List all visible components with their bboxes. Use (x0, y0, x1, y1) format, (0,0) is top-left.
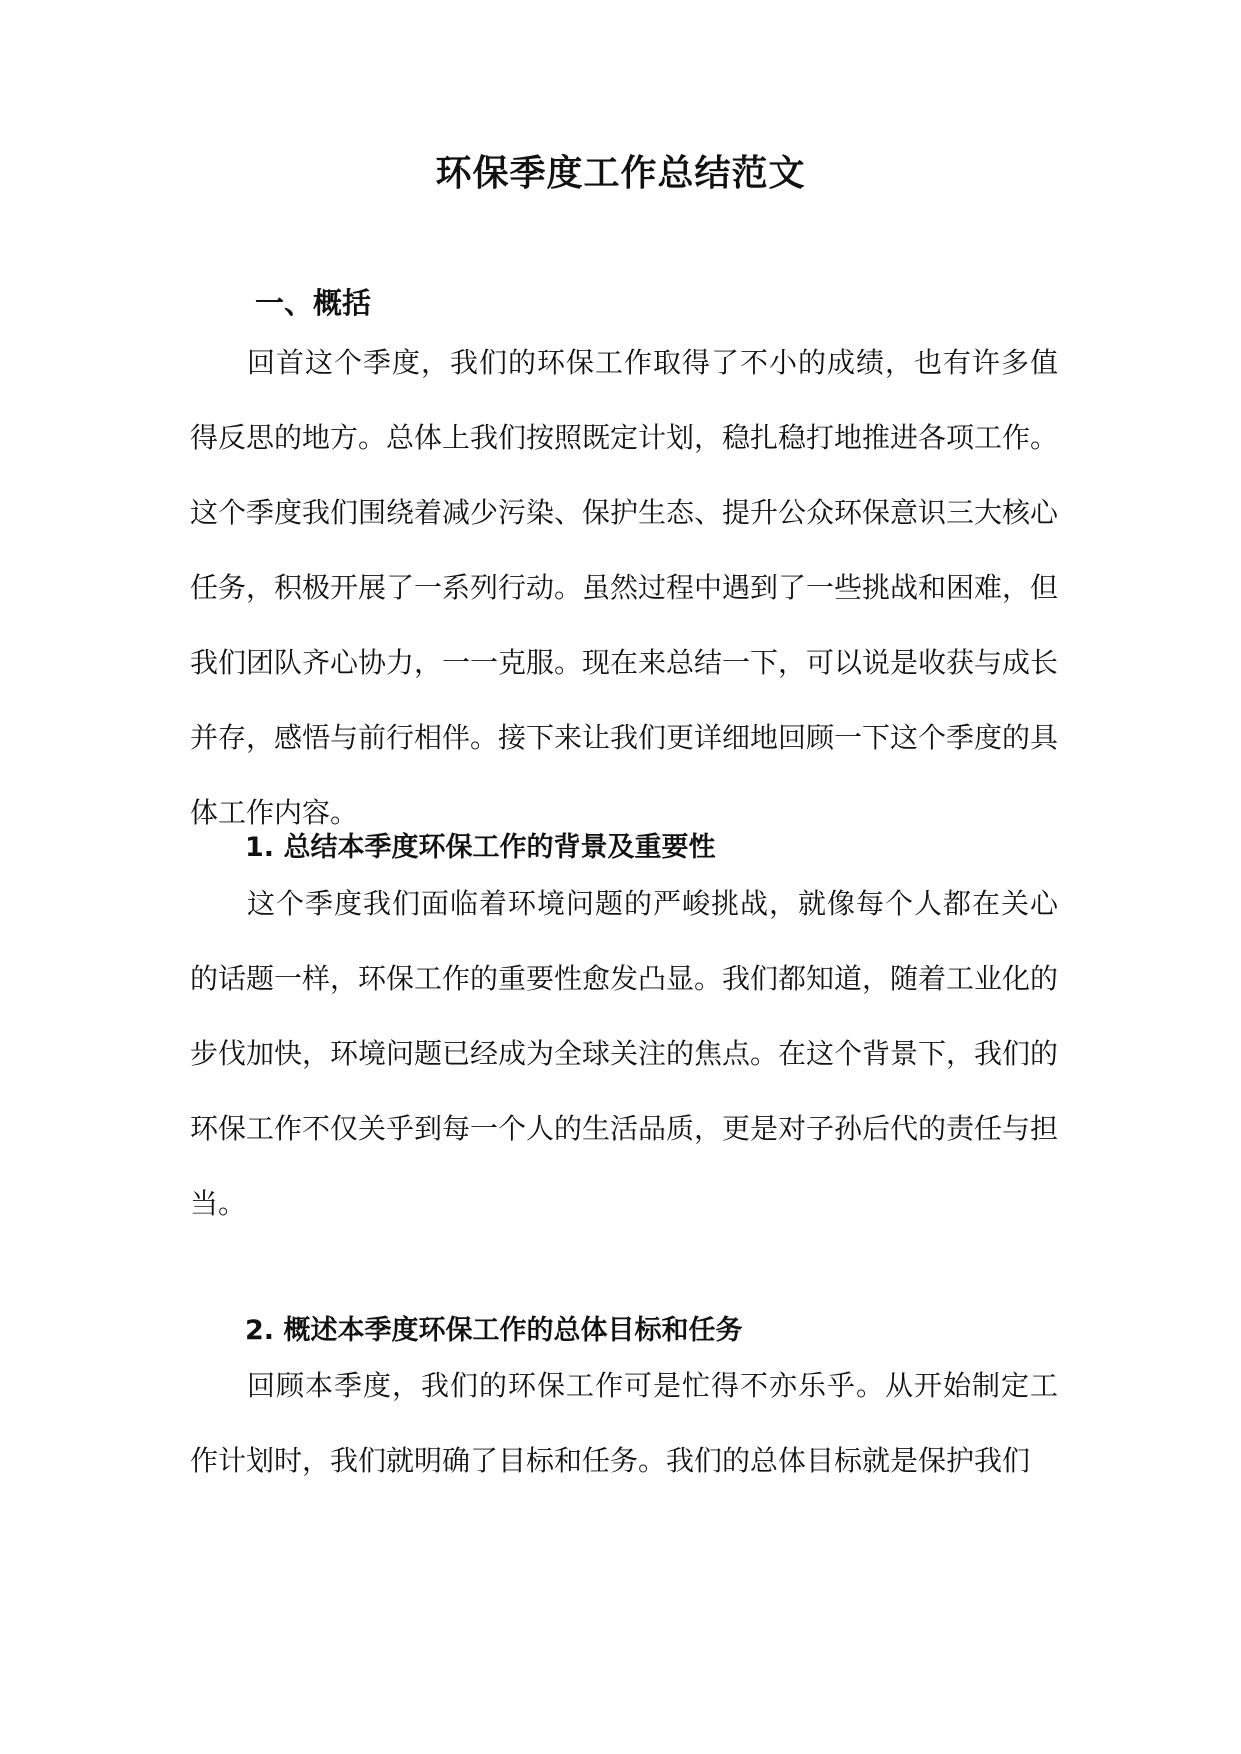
subsection-heading-goals: 2. 概述本季度环保工作的总体目标和任务 (245, 1315, 743, 1346)
section-heading-overview: 一、概括 (255, 286, 372, 320)
background-paragraph: 这个季度我们面临着环境问题的严峻挑战，就像每个人都在关心的话题一样，环保工作的重要性愈发凸显。我们都知道，随着工业化的步伐加快，环境问题已经成为全球关注的焦点。在这个背景下，我们的环保工作不仅关乎到每一个人的生活品质，更是对子孙后代的责任与担当。 (190, 887, 1059, 1220)
overview-paragraph: 回首这个季度，我们的环保工作取得了不小的成绩，也有许多值得反思的地方。总体上我们按照既定计划，稳扎稳打地推进各项工作。这个季度我们围绕着减少污染、保护生态、提升公众环保意识三大核心任务，积极开展了一系列行动。虽然过程中遇到了一些挑战和困难，但我们团队齐心协力，一一克服。现在来总结一下，可以说是收获与成长并存，感悟与前行相伴。接下来让我们更详细地回顾一下这个季度的具体工作内容。 (190, 346, 1059, 829)
goals-paragraph: 回顾本季度，我们的环保工作可是忙得不亦乐乎。从开始制定工作计划时，我们就明确了目标和任务。我们的总体目标就是保护我们 (190, 1369, 1058, 1477)
subsection-heading-background: 1. 总结本季度环保工作的背景及重要性 (245, 832, 716, 863)
document-title: 环保季度工作总结范文 (435, 153, 806, 194)
